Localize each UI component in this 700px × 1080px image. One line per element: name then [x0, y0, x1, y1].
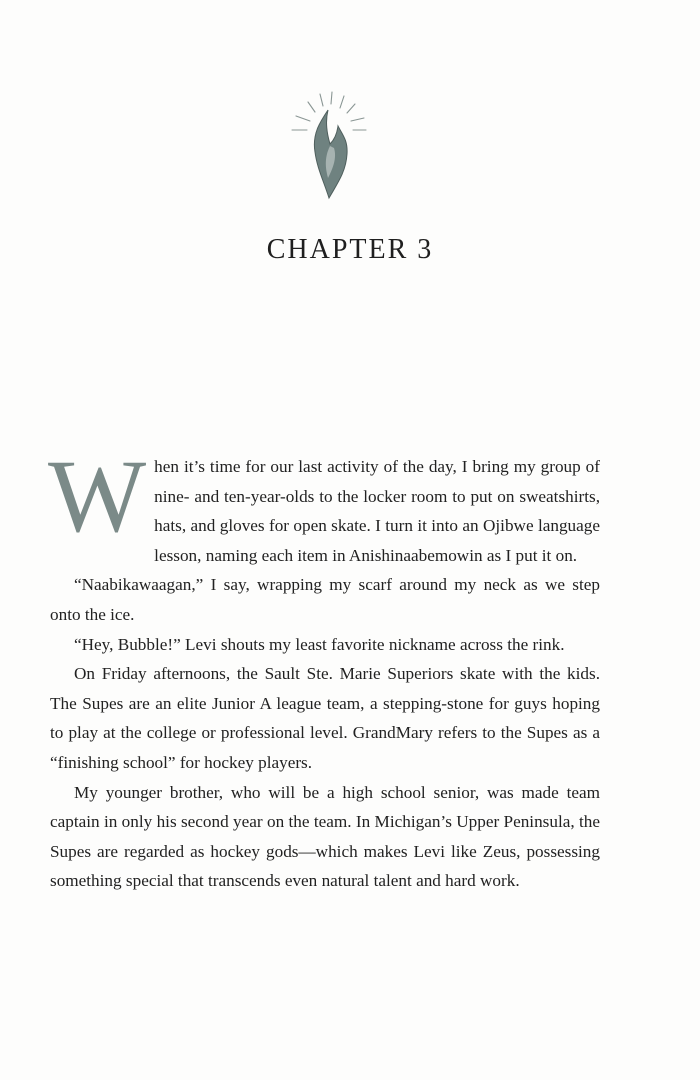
paragraph-1 [48, 439, 600, 570]
paragraph-2: “Naabikawaagan,” I say, wrapping my scarf around my neck as we step onto the ice. [50, 575, 600, 624]
paragraph-4: On Friday afternoons, the Sault Ste. Marie Superiors skate with the kids. The Supes are an elite Junior A league team, a stepping-stone for guys hoping to play at the college or professional level. GrandMary refers to the Supes as a “finishing school” for hockey players. [50, 664, 600, 772]
chapter-body [48, 439, 600, 896]
paragraph-5: My younger brother, who will be a high school senior, was made team captain in only his second year on the team. In Michigan’s Upper Peninsula, the Supes are regarded as hockey gods—which makes Levi like Zeus, possessing something special that transcends even natural talent and hard work. [50, 782, 600, 891]
flame-icon [280, 88, 380, 204]
chapter-title: CHAPTER 3 [266, 234, 434, 265]
paragraph-3: “Hey, Bubble!” Levi shouts my least favorite nickname across the rink. [74, 634, 565, 654]
drop-cap: W [48, 439, 147, 554]
paragraph-1-text: hen it’s time for our last activity of the day, I bring my group of nine- and ten-year-olds to the locker room to put on sweatshirts, hats, and gloves for open skate. I turn it into an Ojibwe language lesson, naming each item in Anishinaabemowin as I put it on. [154, 457, 600, 565]
